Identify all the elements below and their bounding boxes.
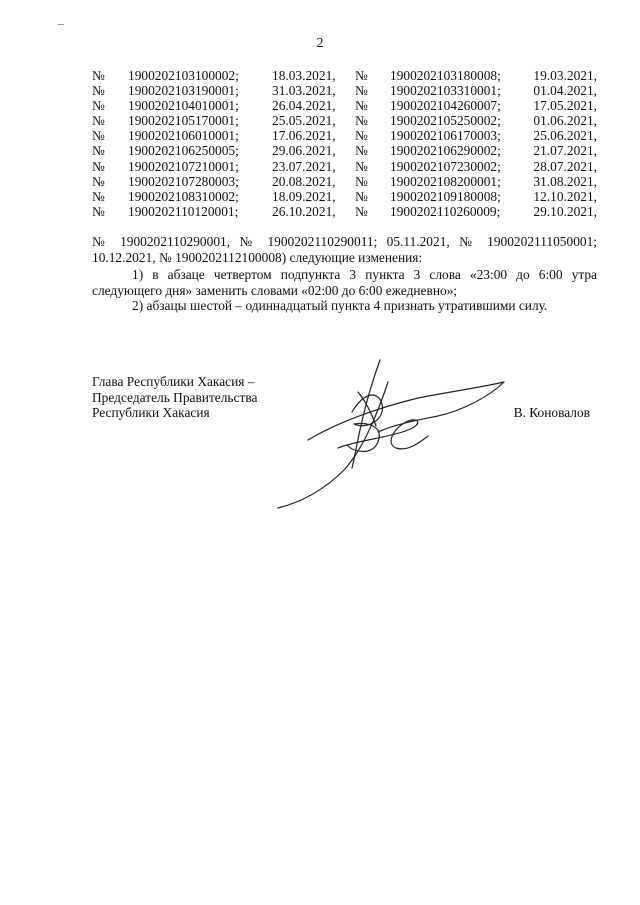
registry-number: 1900202107230002; (390, 158, 501, 174)
registry-date: 23.07.2021, (272, 158, 336, 174)
registry-row (92, 143, 597, 158)
registry-number: 1900202104010001; (128, 98, 239, 114)
number-sign: № (355, 188, 368, 204)
registry-date: 31.03.2021, (272, 83, 336, 99)
number-sign: № (92, 158, 105, 174)
registry-number: 1900202108200001; (390, 173, 501, 189)
number-sign: № (355, 83, 368, 99)
registry-date: 01.06.2021, (533, 113, 597, 129)
signer-name: В. Коновалов (513, 405, 590, 420)
signatory-title-line-1: Глава Республики Хакасия – (92, 374, 255, 389)
registry-date: 17.05.2021, (533, 98, 597, 114)
number-sign: № (355, 158, 368, 174)
registry-row (92, 189, 597, 204)
number-sign: № (92, 128, 105, 144)
amendment-item-2: 2) абзацы шестой – одиннадцатый пункта 4 признать утратившими силу. (132, 298, 548, 313)
registry-number: 1900202110120001; (128, 203, 239, 219)
registry-number: 1900202103100002; (128, 68, 239, 83)
scan-mark (58, 24, 64, 25)
registry-number: 1900202104260007; (390, 98, 501, 114)
registry-number: 1900202107210001; (128, 158, 239, 174)
number-sign: № (92, 98, 105, 114)
continuation-paragraph: № 1900202110290001, № 1900202110290011; 05.11.2021, № 1900202111050001; 10.12.2021, № 1900202112100008) следующие изменения: (92, 234, 597, 265)
registry-date: 26.10.2021, (272, 203, 336, 219)
registry-list (92, 68, 597, 219)
number-sign: № (355, 173, 368, 189)
number-sign: № (92, 113, 105, 129)
number-sign: № (92, 83, 105, 99)
number-sign: № (92, 203, 105, 219)
registry-date: 18.09.2021, (272, 188, 336, 204)
registry-row (92, 159, 597, 174)
registry-date: 31.08.2021, (533, 173, 597, 189)
registry-row (92, 174, 597, 189)
registry-row (92, 83, 597, 98)
registry-date: 20.08.2021, (272, 173, 336, 189)
number-sign: № (355, 113, 368, 129)
page-number: 2 (316, 36, 324, 51)
registry-date: 28.07.2021, (533, 158, 597, 174)
registry-number: 1900202107280003; (128, 173, 239, 189)
registry-number: 1900202103190001; (128, 83, 239, 99)
registry-date: 29.06.2021, (272, 143, 336, 159)
registry-date: 19.03.2021, (533, 68, 597, 83)
number-sign: № (355, 203, 368, 219)
registry-date: 25.05.2021, (272, 113, 336, 129)
number-sign: № (92, 173, 105, 189)
registry-number: 1900202106250005; (128, 143, 239, 159)
number-sign: № (92, 68, 105, 83)
registry-date: 26.04.2021, (272, 98, 336, 114)
registry-row (92, 204, 597, 219)
registry-date: 17.06.2021, (272, 128, 336, 144)
registry-date: 21.07.2021, (533, 143, 597, 159)
registry-number: 1900202108310002; (128, 188, 239, 204)
registry-number: 1900202103310001; (390, 83, 501, 99)
amendment-item-1: 1) в абзаце четвертом подпункта 3 пункта 3 слова «23:00 до 6:00 утра следующего дня» заменить словами «02:00 до 6:00 ежедневно»; (92, 267, 597, 298)
signatory-title-line-2: Председатель Правительства (92, 389, 258, 405)
registry-number: 1900202105170001; (128, 113, 239, 129)
registry-number: 1900202106010001; (128, 128, 239, 144)
registry-date: 25.06.2021, (533, 128, 597, 144)
registry-number: 1900202105250002; (390, 113, 501, 129)
number-sign: № (355, 68, 368, 83)
registry-row (92, 128, 597, 143)
registry-date: 29.10.2021, (533, 203, 597, 219)
registry-row (92, 98, 597, 113)
handwritten-signature (268, 352, 538, 512)
signatory-title-line-3: Республики Хакасия (92, 405, 210, 420)
number-sign: № (355, 143, 368, 159)
number-sign: № (355, 128, 368, 144)
registry-date: 01.04.2021, (533, 83, 597, 99)
registry-number: 1900202109180008; (390, 188, 501, 204)
number-sign: № (92, 143, 105, 159)
signatory-title (92, 374, 257, 421)
registry-number: 1900202110260009; (390, 203, 501, 219)
number-sign: № (355, 98, 368, 114)
registry-row (92, 113, 597, 128)
registry-date: 18.03.2021, (272, 68, 336, 83)
registry-row (92, 68, 597, 83)
registry-number: 1900202106170003; (390, 128, 501, 144)
registry-date: 12.10.2021, (533, 188, 597, 204)
number-sign: № (92, 188, 105, 204)
registry-number: 1900202103180008; (390, 68, 501, 83)
registry-number: 1900202106290002; (390, 143, 501, 159)
